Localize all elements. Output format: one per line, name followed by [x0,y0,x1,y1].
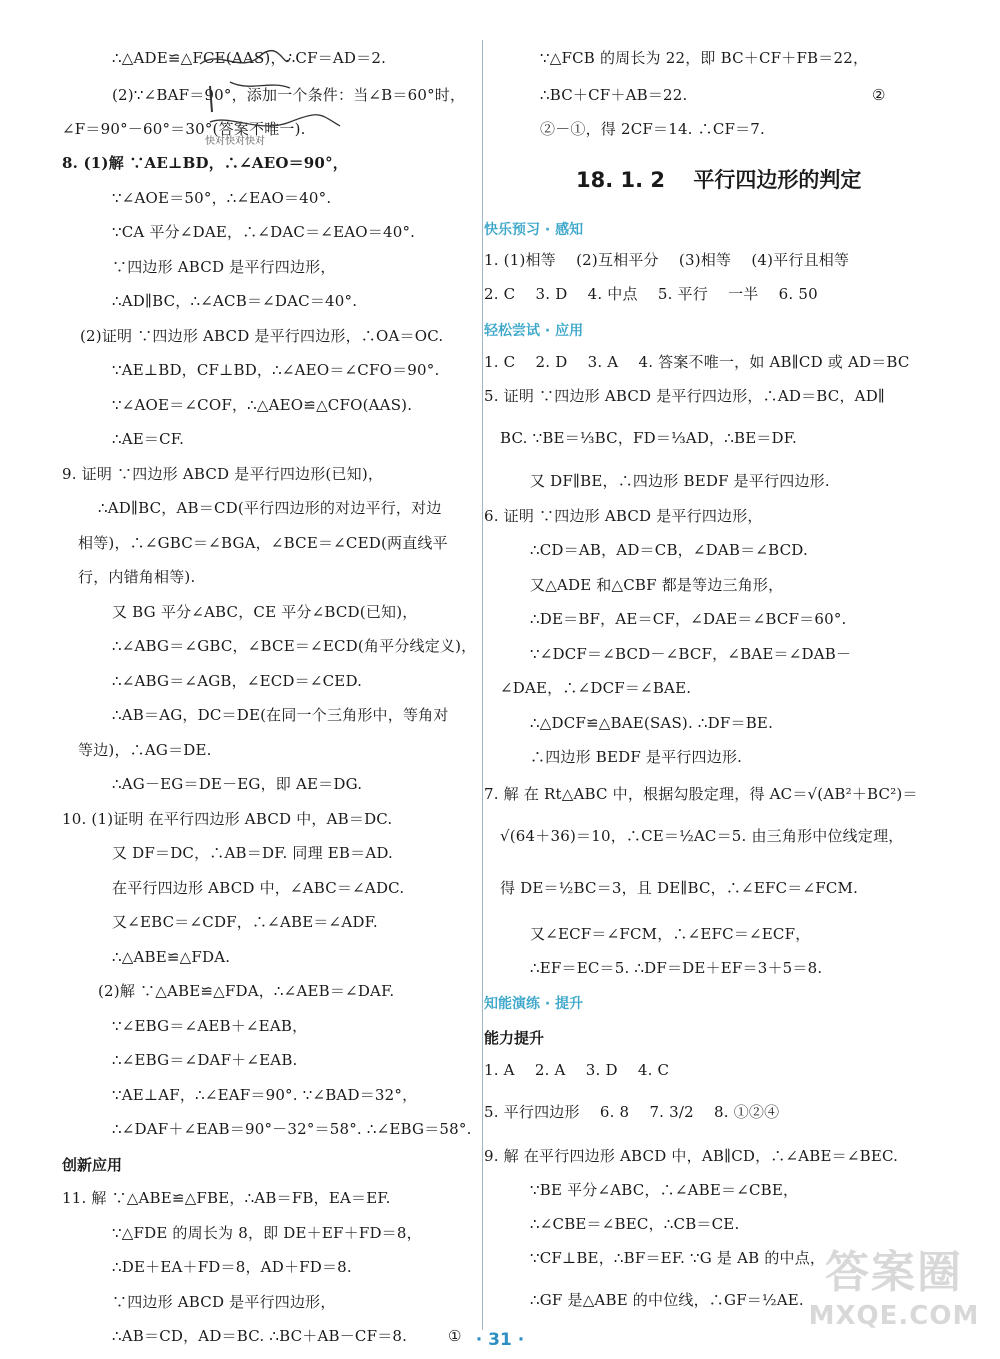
left-line: (2)解 ∵△ABE≌△FDA，∴∠AEB＝∠DAF. [98,982,395,1000]
subhead-practice: 知能演练 · 提升 [484,996,584,1012]
watermark-bottom: MXQE.COM [808,1301,980,1331]
right-line: 1. (1)相等 (2)互相平分 (3)相等 (4)平行且相等 [484,251,850,269]
left-line: ∵CA 平分∠DAE，∴∠DAC＝∠EAO＝40°. [112,223,416,241]
section-title: 18. 1. 2 平行四边形的判定 [576,168,862,192]
left-line: 在平行四边形 ABCD 中，∠ABC＝∠ADC. [112,879,405,897]
right-line: BC. ∵BE＝⅓BC，FD＝⅓AD，∴BE＝DF. [500,429,798,447]
right-line: 又∠ECF＝∠FCM，∴∠EFC＝∠ECF， [530,925,811,943]
right-line: 得 DE＝½BC＝3，且 DE∥BC，∴∠EFC＝∠FCM. [500,879,859,897]
left-line: ∴∠EBG＝∠DAF＋∠EAB. [112,1051,298,1069]
left-line: ∴△ABE≌△FDA. [112,948,231,966]
left-line: ∵△FDE 的周长为 8，即 DE＋EF＋FD＝8， [112,1224,422,1242]
left-line: ∴AB＝AG，DC＝DE(在同一个三角形中，等角对 [112,706,449,724]
right-line: 6. 证明 ∵四边形 ABCD 是平行四边形， [484,507,763,525]
left-line: 相等)，∴∠GBC＝∠BGA，∠BCE＝∠CED(两直线平 [78,534,448,552]
left-line: 又 DF＝DC，∴AB＝DF. 同理 EB＝AD. [112,844,394,862]
right-line: ∴∠CBE＝∠BEC，∴CB＝CE. [530,1215,740,1233]
watermark-top: 答案圈 [825,1247,963,1298]
left-line: ∴AE＝CF. [112,430,185,448]
right-line: ∠DAE，∴∠DCF＝∠BAE. [500,679,692,697]
left-line: ∴∠ABG＝∠AGB，∠ECD＝∠CED. [112,672,363,690]
left-line: ∴△ADE≌△FCE(AAS)，∴CF＝AD＝2. [112,49,387,67]
left-line: ∵四边形 ABCD 是平行四边形， [112,1293,336,1311]
left-line: ∠F＝90°－60°＝30°(答案不唯一). [62,120,306,138]
right_top-line: ∵△FCB 的周长为 22，即 BC＋CF＋FB＝22， [540,49,869,67]
right-line: 1. C 2. D 3. A 4. 答案不唯一，如 AB∥CD 或 AD＝BC [484,353,910,371]
right-line: ∴四边形 BEDF 是平行四边形. [530,748,743,766]
marker-2: ② [872,86,886,104]
right-line: ∴△DCF≌△BAE(SAS). ∴DF＝BE. [530,714,774,732]
right_top-line: ∴BC＋CF＋AB＝22. [540,86,688,104]
right-line: ∵CF⊥BE，∴BF＝EF. ∵G 是 AB 的中点， [530,1249,826,1267]
left-line: ∵AE⊥BD，CF⊥BD，∴∠AEO＝∠CFO＝90°. [112,361,440,379]
right-line: 又 DF∥BE，∴四边形 BEDF 是平行四边形. [530,472,830,490]
right-line: 9. 解 在平行四边形 ABCD 中，AB∥CD，∴∠ABE＝∠BEC. [484,1147,899,1165]
right-line: ∴EF＝EC＝5. ∴DF＝DE＋EF＝3＋5＝8. [530,959,823,977]
left-line: 8. (1)解 ∵AE⊥BD，∴∠AEO＝90°， [62,154,348,172]
watermark-logo [794,1245,994,1355]
marker-1: ① [448,1327,462,1345]
column-divider [482,40,483,1330]
left-line: ∴∠ABG＝∠GBC，∠BCE＝∠ECD(角平分线定义)， [112,637,477,655]
right-line: 7. 解 在 Rt△ABC 中，根据勾股定理，得 AC＝√(AB²＋BC²)＝ [484,785,918,803]
right-line: ∴GF 是△ABE 的中位线，∴GF＝½AE. [530,1291,804,1309]
left-line: 等边)，∴AG＝DE. [78,741,212,759]
left-line: 又 BG 平分∠ABC，CE 平分∠BCD(已知)， [112,603,418,621]
right-line: 又△ADE 和△CBF 都是等边三角形， [530,576,784,594]
heading-innovation: 创新应用 [62,1156,123,1174]
handwritten-note: 快对快对快对 [205,136,265,147]
left-line: 10. (1)证明 在平行四边形 ABCD 中，AB＝DC. [62,810,393,828]
left-line: ∴AG－EG＝DE－EG，即 AE＝DG. [112,775,363,793]
subhead-preview: 快乐预习 · 感知 [484,222,584,238]
left-line: ∴DE＋EA＋FD＝8，AD＋FD＝8. [112,1258,352,1276]
right-line: ∴CD＝AB，AD＝CB，∠DAB＝∠BCD. [530,541,808,559]
subhead-try: 轻松尝试 · 应用 [484,323,584,339]
left-line: ∵∠AOE＝∠COF，∴△AEO≌△CFO(AAS). [112,396,413,414]
left-line: ∵∠EBG＝∠AEB＋∠EAB， [112,1017,308,1035]
left-line: ∴AB＝CD，AD＝BC. ∴BC＋AB－CF＝8. [112,1327,408,1345]
heading-ability: 能力提升 [484,1029,545,1047]
left-line: ∵AE⊥AF，∴∠EAF＝90°. ∵∠BAD＝32°， [112,1086,418,1104]
left-line: 9. 证明 ∵四边形 ABCD 是平行四边形(已知)， [62,465,384,483]
left-line: (2)∵∠BAF＝90°，添加一个条件：当∠B＝60°时， [112,86,466,104]
right-line: ∵BE 平分∠ABC，∴∠ABE＝∠CBE， [530,1181,799,1199]
left-line: 11. 解 ∵△ABE≌△FBE，∴AB＝FB，EA＝EF. [62,1189,391,1207]
right-line: 2. C 3. D 4. 中点 5. 平行 一半 6. 50 [484,285,818,303]
left-line: (2)证明 ∵四边形 ABCD 是平行四边形，∴OA＝OC. [80,327,444,345]
right-line: 1. A 2. A 3. D 4. C [484,1061,670,1079]
left-line: ∵四边形 ABCD 是平行四边形， [112,258,336,276]
right-line: √(64＋36)＝10，∴CE＝½AC＝5. 由三角形中位线定理， [500,827,904,845]
left-line: 行，内错角相等). [78,568,196,586]
left-line: ∵∠AOE＝50°，∴∠EAO＝40°. [112,189,332,207]
left-line: ∴AD∥BC，AB＝CD(平行四边形的对边平行，对边 [98,499,442,517]
right-line: ∵∠DCF＝∠BCD－∠BCF，∠BAE＝∠DAB－ [530,645,852,663]
page-number: · 31 · [475,1330,525,1350]
left-line: 又∠EBC＝∠CDF，∴∠ABE＝∠ADF. [112,913,378,931]
right_top-line: ②－①，得 2CF＝14. ∴CF＝7. [540,120,766,138]
right-line: ∴DE＝BF，AE＝CF，∠DAE＝∠BCF＝60°. [530,610,847,628]
left-line: ∴∠DAF＋∠EAB＝90°－32°＝58°. ∴∠EBG＝58°. [112,1120,472,1138]
right-line: 5. 证明 ∵四边形 ABCD 是平行四边形，∴AD＝BC，AD∥ [484,387,886,405]
left-line: ∴AD∥BC，∴∠ACB＝∠DAC＝40°. [112,292,358,310]
right-line: 5. 平行四边形 6. 8 7. 3/2 8. ①②④ [484,1103,780,1121]
